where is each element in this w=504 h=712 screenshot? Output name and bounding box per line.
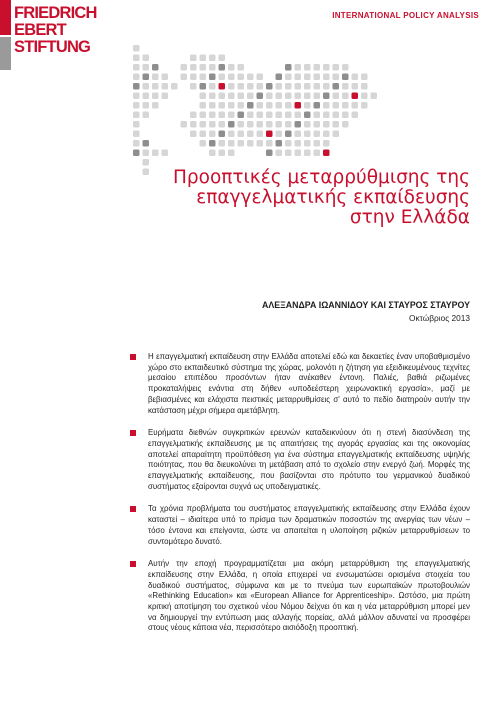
map-dot [152,83,159,90]
bullet-square-icon [130,506,136,512]
map-dot [133,74,140,81]
map-dot [314,93,321,100]
map-dot [162,74,169,81]
map-dot [304,112,311,119]
map-dot [219,140,226,147]
map-dot [333,131,340,138]
map-dot [342,64,349,71]
map-dot [257,74,264,81]
map-dot [342,102,349,109]
map-dot [314,150,321,157]
logo-line-2: EBERT [14,21,66,39]
map-dot [152,150,159,157]
page-title [140,168,470,228]
bullet-square-icon [130,561,136,567]
map-dot [238,83,245,90]
map-dot [209,112,216,119]
map-dot [219,102,226,109]
map-dot [266,140,273,147]
map-dot [181,121,188,128]
map-dot [285,74,292,81]
map-dot [323,83,330,90]
map-dot [162,93,169,100]
map-dot [371,93,378,100]
summary-bullet [130,428,470,492]
map-dot [285,140,292,147]
map-dot [304,93,311,100]
map-dot [352,83,359,90]
map-dot [266,102,273,109]
bullet-text: Τα χρόνια προβλήματα του συστήματος επαγγελματικής εκπαίδευσης στην Ελλάδα έχουν καταστεί – ιδιαίτερα υπό το πρίσμα των δραματικών ποσοστών της ανεργίας των νέων – τόσο έντονα και επείγοντα, ώστε να απαιτείται η υλοποίηση ριζικών μεταρρυθμίσεων το συντομότερο δυνατό. [148,504,470,546]
map-dot [323,93,330,100]
bullet-text: Αυτήν την εποχή προγραμματίζεται μια ακόμη μεταρρύθμιση της επαγγελματικής εκπαίδευσης στην Ελλάδα, η οποία επιχειρεί να ενσωματώσει ορισμένα στοιχεία του δυαδικού συστήματος, σύμφωνα και με το πνεύμα των ευρωπαϊκών πρωτοβουλιών «Rethinking Education» και «European Alliance for Apprenticeship». Ωστόσο, μια πρώτη κριτική αποτίμηση του σχετικού νέου Νόμου δείχνει ότι και η νέα μεταρρύθμιση μπορεί μεν να δημιουργεί την εντύπωση μιας αλλαγής πορείας, αλλά μάλλον αδυνατεί να προσφέρει στους νέους κάποια νέα, περισσότερο αισιόδοξη προοπτική. [148,559,470,633]
map-dot [333,102,340,109]
title-line-3: στην Ελλάδα [349,207,470,228]
map-dot [295,64,302,71]
map-dot [342,121,349,128]
map-dot [323,64,330,71]
map-dot [209,121,216,128]
map-dot [181,74,188,81]
map-dot [352,93,359,100]
map-dot [285,112,292,119]
map-dot [152,74,159,81]
map-dot [295,131,302,138]
map-dot [342,112,349,119]
map-dot [143,140,150,147]
map-dot [304,121,311,128]
map-dot [333,112,340,119]
map-dot [238,140,245,147]
map-dot [304,74,311,81]
map-dot [342,93,349,100]
map-dot [238,121,245,128]
map-dot [247,131,254,138]
map-dot [190,83,197,90]
map-dot [257,112,264,119]
map-dot [200,140,207,147]
map-dot [143,102,150,109]
map-dot [247,121,254,128]
map-dot [143,74,150,81]
map-dot [143,112,150,119]
map-dot [133,102,140,109]
map-dot [143,83,150,90]
map-dot [133,45,140,52]
map-dot [143,93,150,100]
map-dot [285,83,292,90]
map-dot [361,83,368,90]
map-dot [143,64,150,71]
map-dot [228,74,235,81]
map-dot [276,150,283,157]
map-dot [276,102,283,109]
title-line-1: Προοπτικές μεταρρύθμισης της [172,167,470,188]
map-dot [257,83,264,90]
map-dot [171,83,178,90]
map-dot [133,140,140,147]
map-dot [133,55,140,62]
map-dot [257,102,264,109]
map-dot [209,102,216,109]
map-dot [209,74,216,81]
map-dot [200,55,207,62]
map-dot [323,74,330,81]
map-dot [228,83,235,90]
map-dot [228,140,235,147]
map-dot [314,64,321,71]
map-dot [266,150,273,157]
map-dot [133,121,140,128]
map-dot [190,74,197,81]
map-dot [276,112,283,119]
map-dot [238,93,245,100]
map-dot [333,74,340,81]
map-dot [228,64,235,71]
map-dot [143,150,150,157]
map-dot [285,64,292,71]
map-dot [333,83,340,90]
map-dot [276,93,283,100]
map-dot [143,55,150,62]
map-dot [295,83,302,90]
map-dot [285,150,292,157]
map-dot [228,102,235,109]
map-dot [190,112,197,119]
map-dot [323,121,330,128]
map-dot [314,102,321,109]
map-dot [295,150,302,157]
logo-red-bar [0,0,11,35]
map-dot [295,121,302,128]
map-dot [285,102,292,109]
map-dot [314,112,321,119]
map-dot [152,102,159,109]
map-dot [228,112,235,119]
map-dot [219,64,226,71]
series-label: INTERNATIONAL POLICY ANALYSIS [332,11,479,20]
map-dot [314,140,321,147]
map-dot [247,112,254,119]
map-dot [162,150,169,157]
bullet-square-icon [130,430,136,436]
map-dot [247,93,254,100]
map-dot [247,140,254,147]
map-dot [219,93,226,100]
map-dot [295,102,302,109]
map-dot [133,93,140,100]
map-dot [190,64,197,71]
map-dot [190,55,197,62]
map-dot [209,83,216,90]
map-dot [314,83,321,90]
title-line-2: επαγγελματικής εκπαίδευσης [196,187,470,208]
map-dot [228,131,235,138]
map-dot [285,93,292,100]
map-dot [238,131,245,138]
authors: ΑΛΕΞΑΝΔΡΑ ΙΩΑΝΝΙΔΟΥ ΚΑΙ ΣΤΑΥΡΟΣ ΣΤΑΥΡΟΥ [262,300,470,310]
map-dot [200,112,207,119]
map-dot [219,74,226,81]
map-dot [304,102,311,109]
map-dot [304,83,311,90]
publication-date: Οκτώβριος 2013 [409,313,470,323]
map-dot [209,93,216,100]
map-dot [285,131,292,138]
summary-bullet [130,504,470,547]
map-dot [276,83,283,90]
map-dot [247,102,254,109]
map-dot [266,131,273,138]
map-dot [266,112,273,119]
map-dot [323,131,330,138]
map-dot [209,131,216,138]
map-dot [219,83,226,90]
map-dot [133,64,140,71]
map-dot [304,150,311,157]
map-dot [323,140,330,147]
map-dot [238,112,245,119]
map-dot [133,112,140,119]
bullet-square-icon [130,354,136,360]
map-dot [247,83,254,90]
map-dot [342,83,349,90]
map-dot [304,64,311,71]
map-dot [323,102,330,109]
map-dot [200,102,207,109]
map-dot [352,112,359,119]
logo-line-1: FRIEDRICH [14,4,97,22]
map-dot [133,83,140,90]
map-dot [266,83,273,90]
map-dot [276,131,283,138]
logo-line-3: STIFTUNG [14,38,91,56]
map-dot [209,64,216,71]
map-dot [238,64,245,71]
map-dot [190,131,197,138]
map-dot [276,121,283,128]
map-dot [314,74,321,81]
map-dot [257,140,264,147]
map-dot [295,74,302,81]
map-dot [323,112,330,119]
map-dot [209,150,216,157]
map-dot [304,131,311,138]
summary-bullets [130,352,470,646]
map-dot [200,121,207,128]
map-dot [266,121,273,128]
map-dot [361,93,368,100]
map-dot [323,150,330,157]
map-dot [333,93,340,100]
map-dot [200,64,207,71]
map-dot [219,150,226,157]
map-dot [200,93,207,100]
map-dot [247,74,254,81]
map-dot [352,102,359,109]
map-dot [295,93,302,100]
map-dot [276,140,283,147]
map-dot [181,64,188,71]
map-dot [304,140,311,147]
map-dot [333,121,340,128]
map-dot [143,159,150,166]
map-dot [228,93,235,100]
map-dot [228,121,235,128]
map-dot [257,93,264,100]
map-dot [361,102,368,109]
map-dot [352,74,359,81]
map-dot [257,131,264,138]
map-dot [266,93,273,100]
map-dot [295,140,302,147]
map-dot [219,55,226,62]
map-dot [257,121,264,128]
map-dot [219,121,226,128]
summary-bullet [130,352,470,416]
map-dot [333,64,340,71]
map-dot [219,112,226,119]
map-dot [295,112,302,119]
map-dot [314,131,321,138]
map-dot [285,121,292,128]
map-dot [219,131,226,138]
map-dot [228,150,235,157]
map-dot [361,74,368,81]
map-dot [209,140,216,147]
bullet-text: Ευρήματα διεθνών συγκριτικών ερευνών καταδεικνύουν ότι η στενή διασύνδεση της επαγγελματικής εκπαίδευσης με τις απαιτήσεις της αγοράς εργασίας και της οικονομίας αποτελεί απαραίτητη προϋπόθεση για ένα σύστημα επαγγελματικής εκπαίδευσης υψηλής ποιότητας, που θα διευκολύνει τη μετάβαση από το σχολείο στην ενεργό ζωή. Μορφές της επαγγελματικής εκπαίδευσης, που βασίζονται στο πρότυπο του γερμανικού δυαδικού συστήματος εξαίρονται συχνά ως υποδειγματικές. [148,428,470,491]
map-dot [200,74,207,81]
map-dot [162,83,169,90]
map-dot [200,131,207,138]
bullet-text: Η επαγγελματική εκπαίδευση στην Ελλάδα αποτελεί εδώ και δεκαετίες έναν υποβαθμισμένο χώρο στο εκπαιδευτικό σύστημα της χώρας, μολονότι η ζήτηση για εξειδικευμένους τεχνίτες μεσαίου επιπέδου προσόντων ήταν ανέκαθεν έντονη. Παλιές, βαθιά ριζωμένες προκαταλήψεις ενάντια στη δήθεν «υποδεέστερη χειρωνακτική εργασία», μαζί με βεβιασμένες και ελάχιστα πειστικές μεταρρυθμίσεις σ' αυτό το πεδίο διατηρούν αυτήν την κατάσταση μέχρι σήμερα αμετάβλητη. [148,352,470,415]
map-dot [133,150,140,157]
map-dot [209,55,216,62]
map-dot [276,74,283,81]
map-dot [133,131,140,138]
map-dot [238,102,245,109]
summary-bullet [130,559,470,634]
map-dot [152,93,159,100]
map-dot [342,74,349,81]
map-dot [190,121,197,128]
map-dot [200,83,207,90]
map-dot [314,121,321,128]
map-dot [152,64,159,71]
map-dot [238,74,245,81]
